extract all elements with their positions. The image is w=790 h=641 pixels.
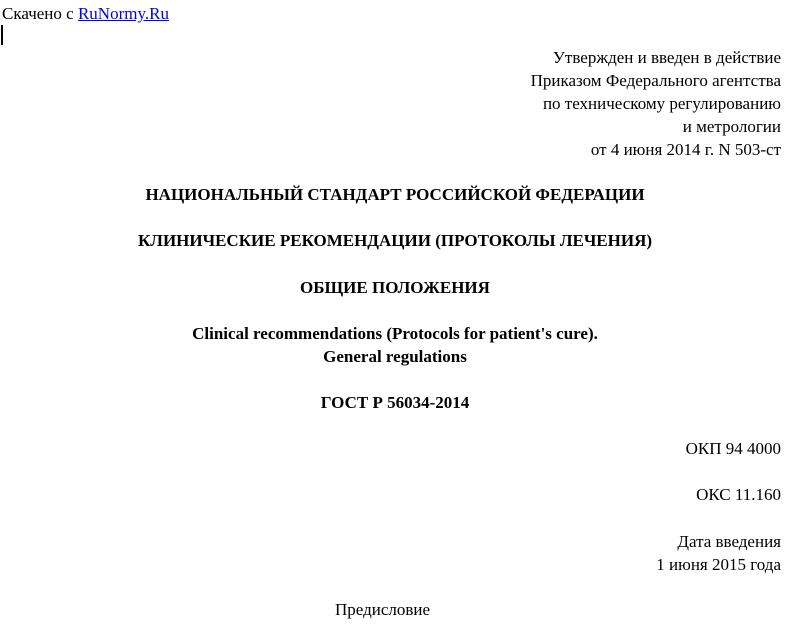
approval-line: и метрологии [682,117,781,136]
document-title: КЛИНИЧЕСКИЕ РЕКОМЕНДАЦИИ (ПРОТОКОЛЫ ЛЕЧЕНИЯ) [137,231,653,250]
english-title-line1: Clinical recommendations (Protocols for patient's cure). [192,324,598,343]
source-prefix: Скачено с [2,4,74,23]
introduction-date-label: Дата введения [677,532,781,551]
source-line [2,2,169,25]
preface-heading: Предисловие [335,600,431,619]
approval-line: Утвержден и введен в действие [552,48,781,67]
source-link[interactable]: RuNormy.Ru [77,4,169,23]
gost-number: ГОСТ Р 56034-2014 [320,393,470,412]
approval-line: от 4 июня 2014 г. N 503-ст [590,140,781,159]
introduction-date: 1 июня 2015 года [656,555,781,574]
text-cursor [1,25,3,45]
okp-code: ОКП 94 4000 [685,439,781,458]
oks-code: ОКС 11.160 [696,485,781,504]
document-subtitle: ОБЩИЕ ПОЛОЖЕНИЯ [300,278,490,297]
approval-line: Приказом Федерального агентства [530,71,781,90]
english-title-line2: General regulations [323,347,467,366]
approval-line: по техническому регулированию [542,94,781,113]
approval-block [531,46,781,161]
national-standard-title: НАЦИОНАЛЬНЫЙ СТАНДАРТ РОССИЙСКОЙ ФЕДЕРАЦИИ [145,185,645,204]
